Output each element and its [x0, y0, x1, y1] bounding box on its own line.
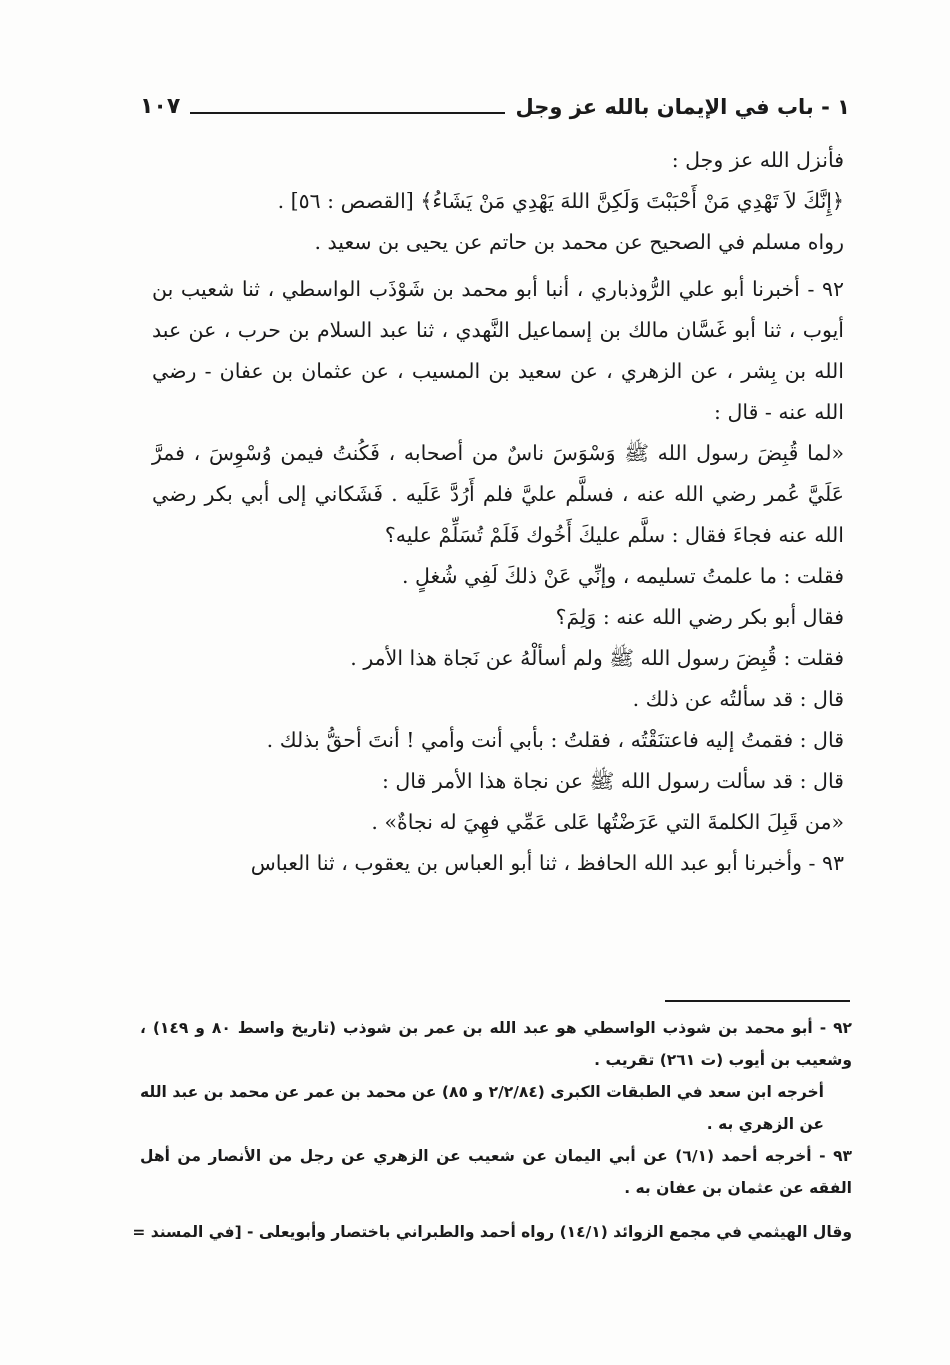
header-rule: [190, 112, 505, 114]
text-line: قال : قد سألت رسول الله ﷺ عن نجاة هذا الأمر قال :: [381, 769, 844, 793]
footnote-93: ٩٣ - أخرجه أحمد (٦/١) عن أبي اليمان عن شعيب عن الزهري عن رجل من الأنصار من أهل الفقه عن عثمان بن عفان به .: [140, 1147, 852, 1197]
text-line: «من قَبِلَ الكلمةَ التي عَرَضْتُها عَلى عَمِّي فهِيَ له نجاةٌ» .: [371, 810, 844, 834]
hadith-92-text: «لما قُبِضَ رسول الله ﷺ وَسْوَسَ ناسٌ من أصحابه ، فَكُنتُ فيمن وُسْوِسَ ، فمرَّ عَلَيَّ عُمر رضي الله عنه ، فسلَّم عليَّ فلم أَرُدَّ عَلَيه . فَشَكاني إلى أبي بكر رضي الله عنه فجاءَ فقال : سلَّم عليكَ أَخُوك فَلَمْ تُسَلِّمْ عليه؟: [152, 441, 844, 547]
text-line: قال : فقمتُ إليه فاعتنَقْتُه ، فقلتُ : بأبي أنت وأمي ! أنتَ أحقُّ بذلك .: [266, 728, 844, 752]
text-line: رواه مسلم في الصحيح عن محمد بن حاتم عن يحيى بن سعيد .: [314, 230, 844, 254]
hadith-92-chain: ٩٢ - أخبرنا أبو علي الرُّوذباري ، أنبا أبو محمد بن شَوْذَب الواسطي ، ثنا شعيب بن أيوب ، ثنا أبو غَسَّان مالك بن إسماعيل النَّهدي ، ثنا عبد السلام بن حرب ، عن عبد الله بن بِشر ، عن الزهري ، عن سعيد بن المسيب ، عن عثمان بن عفان - رضي الله عنه - قال :: [152, 277, 844, 424]
footnote-92: ٩٢ - أبو محمد بن شوذب الواسطي هو عبد الله بن عمر بن شوذب (تاريخ واسط ٨٠ و ١٤٩) ، وشعيب بن أيوب (ت ٢٦١) تقريب .: [140, 1019, 852, 1069]
footnote-93-note: وقال الهيثمي في مجمع الزوائد (١٤/١) رواه أحمد والطبراني باختصار وأبويعلى - [في المسند =: [132, 1223, 852, 1241]
chapter-title: ١ - باب في الإيمان بالله عز وجل: [515, 95, 850, 119]
text-line: فقال أبو بكر رضي الله عنه : وَلِمَ؟: [555, 605, 844, 629]
footnote-separator: [665, 1000, 850, 1002]
text-line: فقلت : قُبِضَ رسول الله ﷺ ولم أسألْهُ عن نَجاة هذا الأمر .: [350, 646, 844, 670]
page-number: ١٠٧: [140, 94, 181, 119]
running-header: [140, 78, 850, 118]
main-text: [152, 140, 852, 884]
text-line: قال : قد سألتُه عن ذلك .: [632, 687, 844, 711]
text-line: فقلت : ما علمتُ تسليمه ، وإنِّي عَنْ ذلكَ لَفِي شُغلٍ .: [401, 564, 844, 588]
hadith-93-chain: ٩٣ - وأخبرنا أبو عبد الله الحافظ ، ثنا أبو العباس بن يعقوب ، ثنا العباس: [250, 851, 844, 875]
text-line: فأنزل الله عز وجل :: [671, 148, 844, 172]
footnotes: [132, 1012, 852, 1248]
quran-verse: ﴿إِنَّكَ لاَ تَهْدِي مَنْ أَحْبَبْتَ وَلَكِنَّ اللهَ يَهْدِي مَنْ يَشَاءُ﴾ [القصص : ٥٦] .: [277, 189, 844, 213]
footnote-92-source: أخرجه ابن سعد في الطبقات الكبرى (٢/٢/٨٤ و ٨٥) عن محمد بن عمر عن محمد بن عبد الله عن الزهري به .: [140, 1083, 824, 1133]
